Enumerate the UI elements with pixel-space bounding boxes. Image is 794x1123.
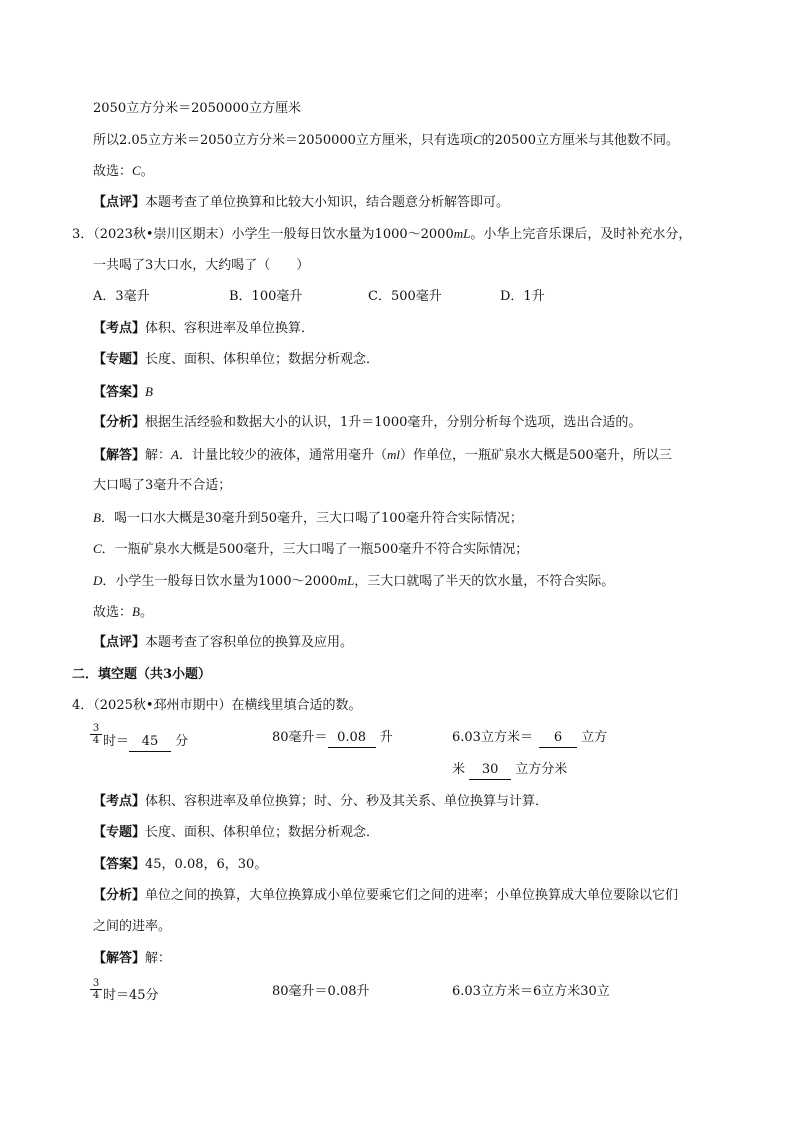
comment-line: 【点评】本题考查了容积单位的换算及应用。 [93, 635, 354, 650]
answer-line: 故选：B。 [93, 604, 153, 620]
fraction: $\frac{3}{4}$ [90, 978, 102, 1001]
answer-line: 【答案】B [93, 384, 153, 400]
question-4-stem: 4．（2025秋•邳州市期中）在横线里填合适的数。 [72, 698, 362, 713]
solution-line: C．一瓶矿泉水大概是500毫升，三大口喝了一瓶500毫升不符合实际情况； [93, 541, 529, 557]
solution-line: D．小学生一般每日饮水量为1000～2000mL，三大口就喝了半天的饮水量，不符合实际。 [93, 573, 615, 589]
answer-line: 【答案】45，0.08，6，30。 [93, 857, 268, 872]
solution-line: 【解答】解：A．计量比较少的液体，通常用毫升（ml）作单位，一瓶矿泉水大概是500毫升，所以三 [93, 447, 672, 463]
section-header: 二．填空题（共3小题） [72, 667, 212, 682]
solution-item: 80毫升＝0.08升 [272, 984, 370, 999]
kaodian-line: 【考点】体积、容积进率及单位换算；时、分、秒及其关系、单位换算与计算． [93, 794, 549, 809]
solution-item: 时＝45分 [103, 988, 159, 1003]
text-line: 2050立方分米＝2050000立方厘米 [93, 101, 301, 116]
solution-line: 大口喝了3毫升不合适； [93, 478, 232, 493]
fill-item: 米 30 立方分米 [452, 761, 567, 780]
option-b: B．100毫升 [229, 289, 303, 304]
fill-item: 时＝ 45 分 [103, 733, 188, 752]
text-line: 所以2.05立方米＝2050立方分米＝2050000立方厘米，只有选项C的20500立方厘米与其他数不同。 [93, 132, 679, 148]
fill-item: 80毫升＝ 0.08 升 [272, 729, 393, 748]
solution-line: 【解答】解： [93, 951, 172, 966]
answer-line: 故选：C。 [93, 163, 154, 179]
zhuanti-line: 【专题】长度、面积、体积单位；数据分析观念． [93, 352, 380, 367]
fill-item: 6.03立方米＝ 6 立方 [452, 729, 607, 748]
fraction: $\frac{3}{4}$ [90, 723, 102, 746]
analysis-line: 之间的进率。 [93, 919, 172, 934]
zhuanti-line: 【专题】长度、面积、体积单位；数据分析观念． [93, 825, 380, 840]
question-3-stem: 3．（2023秋•崇川区期末）小学生一般每日饮水量为1000～2000mL。小华上完音乐课后，及时补充水分， [72, 226, 692, 242]
question-3-stem-cont: 一共喝了3大口水，大约喝了（ ） [93, 258, 310, 273]
option-a: A．3毫升 [93, 289, 150, 304]
comment-line: 【点评】本题考查了单位换算和比较大小知识，结合题意分析解答即可。 [93, 195, 510, 210]
analysis-line: 【分析】单位之间的换算，大单位换算成小单位要乘它们之间的进率；小单位换算成大单位要除以它们 [93, 888, 679, 903]
kaodian-line: 【考点】体积、容积进率及单位换算． [93, 321, 315, 336]
option-c: C．500毫升 [368, 289, 442, 304]
analysis-line: 【分析】根据生活经验和数据大小的认识，1升＝1000毫升，分别分析每个选项，选出合适的。 [93, 415, 642, 430]
option-d: D．1升 [500, 289, 545, 304]
solution-item: 6.03立方米＝6立方米30立 [452, 984, 610, 999]
solution-line: B．喝一口水大概是30毫升到50毫升，三大口喝了100毫升符合实际情况； [93, 510, 523, 526]
